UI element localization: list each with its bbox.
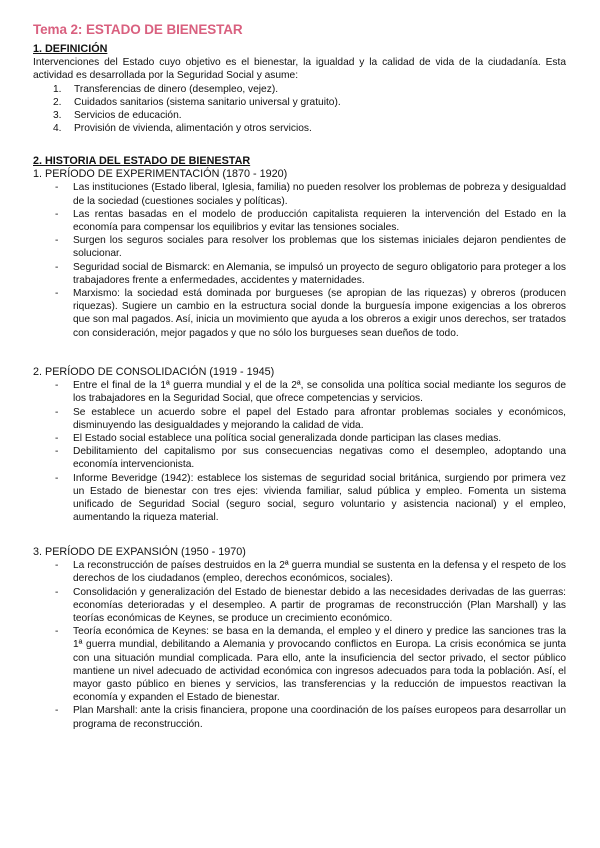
definicion-intro: Intervenciones del Estado cuyo objetivo es el bienestar, la igualdad y la calidad de vida de la ciudadanía. Esta actividad es desarrollada por la Seguridad Social y asume: (33, 57, 566, 82)
list-item: - Se establece un acuerdo sobre el papel del Estado para afrontar problemas sociales y económicos, disminuyendo las desigualdades y mejorando la calidad de vida. (33, 406, 566, 432)
period-2 (33, 366, 566, 524)
list-item: - Las instituciones (Estado liberal, Iglesia, familia) no pueden resolver los problemas de pobreza y desigualdad de la sociedad (cuestiones sociales y políticas). (33, 181, 566, 207)
section-historia (33, 155, 566, 340)
list-item: - Seguridad social de Bismarck: en Alemania, se impulsó un proyecto de seguro obligatorio para proteger a los trabajadores frente a enfermedades, accidentes y maternidades. (33, 261, 566, 287)
list-item: - El Estado social establece una política social generalizada donde participan las clases medias. (33, 432, 566, 445)
section-heading-definicion: 1. DEFINICIÓN (33, 43, 108, 55)
list-item: 4. Provisión de vivienda, alimentación y otros servicios. (53, 123, 312, 135)
period-2-list (33, 379, 566, 524)
list-item: - Informe Beveridge (1942): establece los sistemas de seguridad social británica, surgiendo por primera vez un Estado de bienestar con tres ejes: vivienda familiar, salud pública y empleo. Fomenta un sistema unificado de Seguridad Social (seguro social, seguro voluntario y asistencia nacional) y el empleo, aumentando la riqueza material. (33, 472, 566, 525)
section-heading-historia: 2. HISTORIA DEL ESTADO DE BIENESTAR (33, 155, 251, 167)
list-item: 2. Cuidados sanitarios (sistema sanitario universal y gratuito). (53, 96, 341, 108)
period-title: 1. PERÍODO DE EXPERIMENTACIÓN (1870 - 1920) (33, 168, 288, 181)
definicion-list (33, 83, 566, 136)
list-item: - La reconstrucción de países destruidos en la 2ª guerra mundial se sustenta en la defensa y el respeto de los derechos de los ciudadanos (empleo, derechos económicos, sociales). (33, 559, 566, 585)
period-title: 2. PERÍODO DE CONSOLIDACIÓN (1919 - 1945) (33, 366, 275, 378)
period-3-list (33, 559, 566, 731)
list-item: 3. Servicios de educación. (53, 110, 182, 122)
list-item: - Marxismo: la sociedad está dominada por burgueses (se apropian de las riquezas) y obreros (producen riquezas). Sugiere un cambio en la estructura social donde la burguesía impone exigencias a los obreros que son mal pagados. Así, inicia un movimiento que ayuda a los obreros a exigir unos derechos, ser tratados con consideración, mejor pagados y que no sólo los burgueses sean dueños de todo. (33, 287, 566, 340)
list-item: - Las rentas basadas en el modelo de producción capitalista requieren la intervención del Estado en la economía para compensar los equilibrios y evitar las tensiones sociales. (33, 208, 566, 234)
period-3 (33, 546, 566, 731)
section-definicion (33, 43, 566, 135)
list-item: - Teoría económica de Keynes: se basa en la demanda, el empleo y el dinero y predice las sanciones tras la 1ª guerra mundial, debilitando a Alemania y provocando conflictos en Europa. La crisis económica se junta con una situación mundial complicada. Para ello, ante la insuficiencia del sector privado, el sector público mantiene un nivel adecuado de actividad económica con ingresos adecuados para toda la población. Así, el mayor gasto público en bienes y servicios, las transferencias y la reducción de impuestos reactivan la economía y expanden el Estado de bienestar. (33, 625, 566, 704)
list-item: - Entre el final de la 1ª guerra mundial y el de la 2ª, se consolida una política social mediante los seguros de los trabajadores en la Seguridad Social, que ofrece competencias y servicios. (33, 379, 566, 405)
list-item: - Debilitamiento del capitalismo por sus consecuencias negativas como el desempleo, adoptando una economía intervencionista. (33, 445, 566, 471)
list-item: - Surgen los seguros sociales para resolver los problemas que los sistemas iniciales dejaron pendientes de solucionar. (33, 234, 566, 260)
list-item: 1. Transferencias de dinero (desempleo, vejez). (53, 83, 279, 95)
list-item: - Consolidación y generalización del Estado de bienestar debido a las necesidades derivadas de las guerras: economías deterioradas y el desempleo. A partir de programas de reconstrucción (Plan Marshall) y las teorías económicas de Keynes, se produce un crecimiento económico. (33, 586, 566, 626)
period-title: 3. PERÍODO DE EXPANSIÓN (1950 - 1970) (33, 546, 246, 558)
period-1-list (33, 181, 566, 339)
list-item: - Plan Marshall: ante la crisis financiera, propone una coordinación de los países europeos para desarrollar un programa de reconstrucción. (33, 704, 566, 730)
document-title: Tema 2: ESTADO DE BIENESTAR (33, 22, 243, 37)
